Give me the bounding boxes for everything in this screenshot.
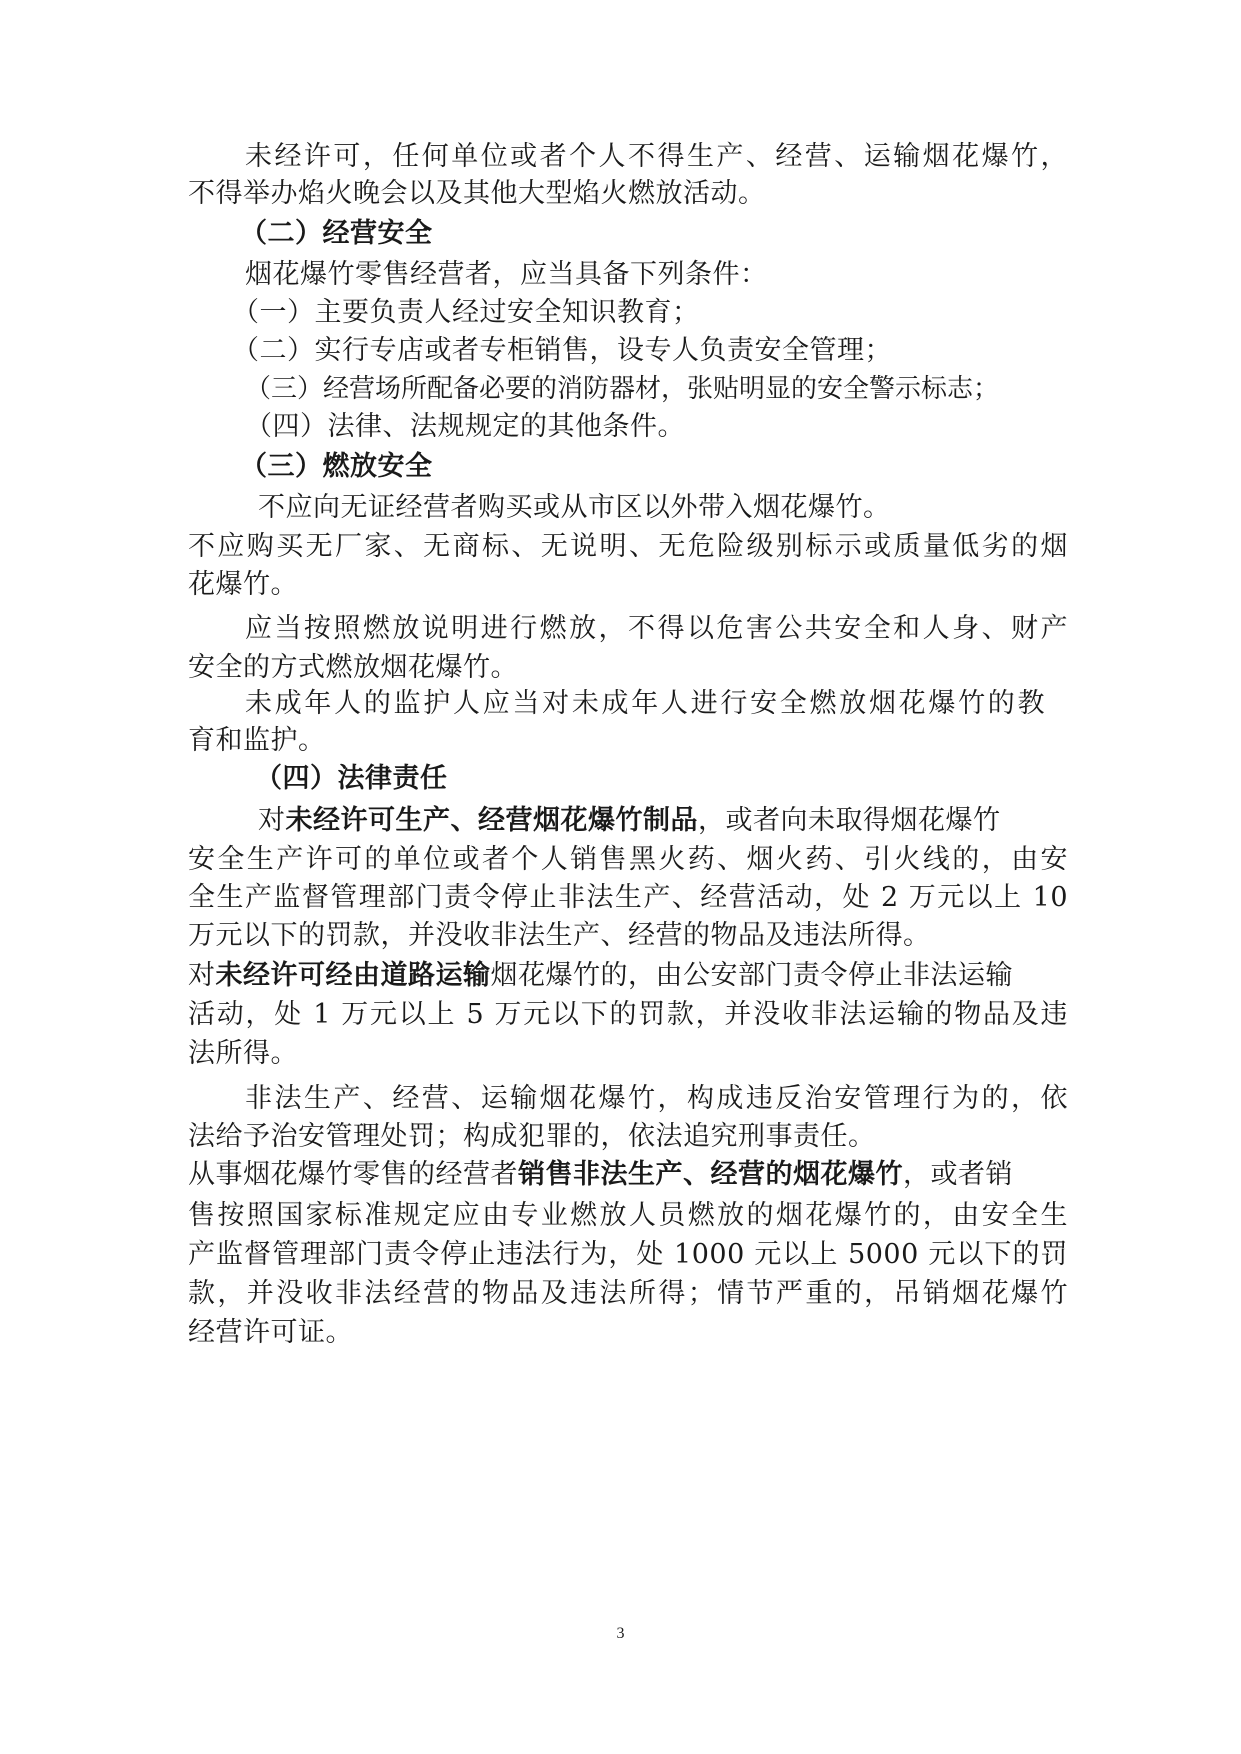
paragraph-line: 万元以下的罚款，并没收非法生产、经营的物品及违法所得。 — [188, 920, 931, 951]
paragraph-line: 未成年人的监护人应当对未成年人进行安全燃放烟花爆竹的教 — [245, 688, 1045, 719]
paragraph-line: 不应向无证经营者购买或从市区以外带入烟花爆竹。 — [258, 492, 891, 523]
paragraph-line: 款，并没收非法经营的物品及违法所得；情节严重的，吊销烟花爆竹 — [188, 1278, 1068, 1309]
paragraph-line: 售按照国家标准规定应由专业燃放人员燃放的烟花爆竹的，由安全生 — [188, 1200, 1068, 1231]
paragraph-line: 活动，处 1 万元以上 5 万元以下的罚款，并没收非法运输的物品及违 — [188, 999, 1068, 1030]
paragraph-line — [188, 1153, 1068, 1197]
text-run: 从事烟花爆竹零售的经营者 — [188, 1159, 518, 1190]
text-run: 对 — [188, 960, 216, 991]
text-run: 对 — [258, 805, 286, 836]
text-run: ，或者销 — [903, 1159, 1013, 1190]
emphasis-text: 未经许可生产、经营烟花爆竹制品 — [285, 805, 698, 836]
section-heading-discharge-safety: （三）燃放安全 — [240, 451, 433, 482]
paragraph-line: 经营许可证。 — [188, 1317, 353, 1348]
text-run: ，或者向未取得烟花爆竹 — [698, 805, 1001, 836]
text-run: 烟花爆竹的，由公安部门责令停止非法运输 — [490, 960, 1013, 991]
emphasis-text: 销售非法生产、经营的烟花爆竹 — [518, 1159, 903, 1190]
paragraph-line: 花爆竹。 — [188, 569, 298, 600]
paragraph-line: 烟花爆竹零售经营者，应当具备下列条件： — [245, 259, 768, 290]
paragraph-line: 产监督管理部门责令停止违法行为，处 1000 元以上 5000 元以下的罚 — [188, 1239, 1068, 1270]
list-item: （三）经营场所配备必要的消防器材，张贴明显的安全警示标志； — [245, 374, 1000, 404]
list-item: （二）实行专店或者专柜销售，设专人负责安全管理； — [232, 335, 892, 366]
paragraph-line: 不应购买无厂家、无商标、无说明、无危险级别标示或质量低劣的烟 — [188, 531, 1068, 562]
emphasis-text: 未经许可经由道路运输 — [215, 960, 491, 991]
paragraph-line: 不得举办焰火晚会以及其他大型焰火燃放活动。 — [188, 178, 766, 209]
paragraph-line — [258, 799, 1068, 843]
paragraph-line: 安全的方式燃放烟花爆竹。 — [188, 652, 518, 683]
section-heading-legal-liability: （四）法律责任 — [255, 763, 448, 794]
paragraph-line: 应当按照燃放说明进行燃放，不得以危害公共安全和人身、财产 — [245, 613, 1068, 644]
paragraph-line: 安全生产许可的单位或者个人销售黑火药、烟火药、引火线的，由安 — [188, 844, 1068, 875]
paragraph-line: 未经许可，任何单位或者个人不得生产、经营、运输烟花爆竹， — [245, 141, 1068, 172]
paragraph-line: 非法生产、经营、运输烟花爆竹，构成违反治安管理行为的，依 — [245, 1083, 1068, 1114]
paragraph-line: 法给予治安管理处罚；构成犯罪的，依法追究刑事责任。 — [188, 1121, 876, 1152]
paragraph-line — [188, 954, 1068, 998]
list-item: （一）主要负责人经过安全知识教育； — [232, 297, 700, 328]
section-heading-business-safety: （二）经营安全 — [240, 218, 433, 249]
list-item: （四）法律、法规规定的其他条件。 — [245, 411, 685, 442]
paragraph-line: 育和监护。 — [188, 725, 326, 756]
page-number: 3 — [616, 1625, 625, 1642]
paragraph-line: 法所得。 — [188, 1038, 298, 1069]
paragraph-line: 全生产监督管理部门责令停止非法生产、经营活动，处 2 万元以上 10 — [188, 882, 1068, 913]
